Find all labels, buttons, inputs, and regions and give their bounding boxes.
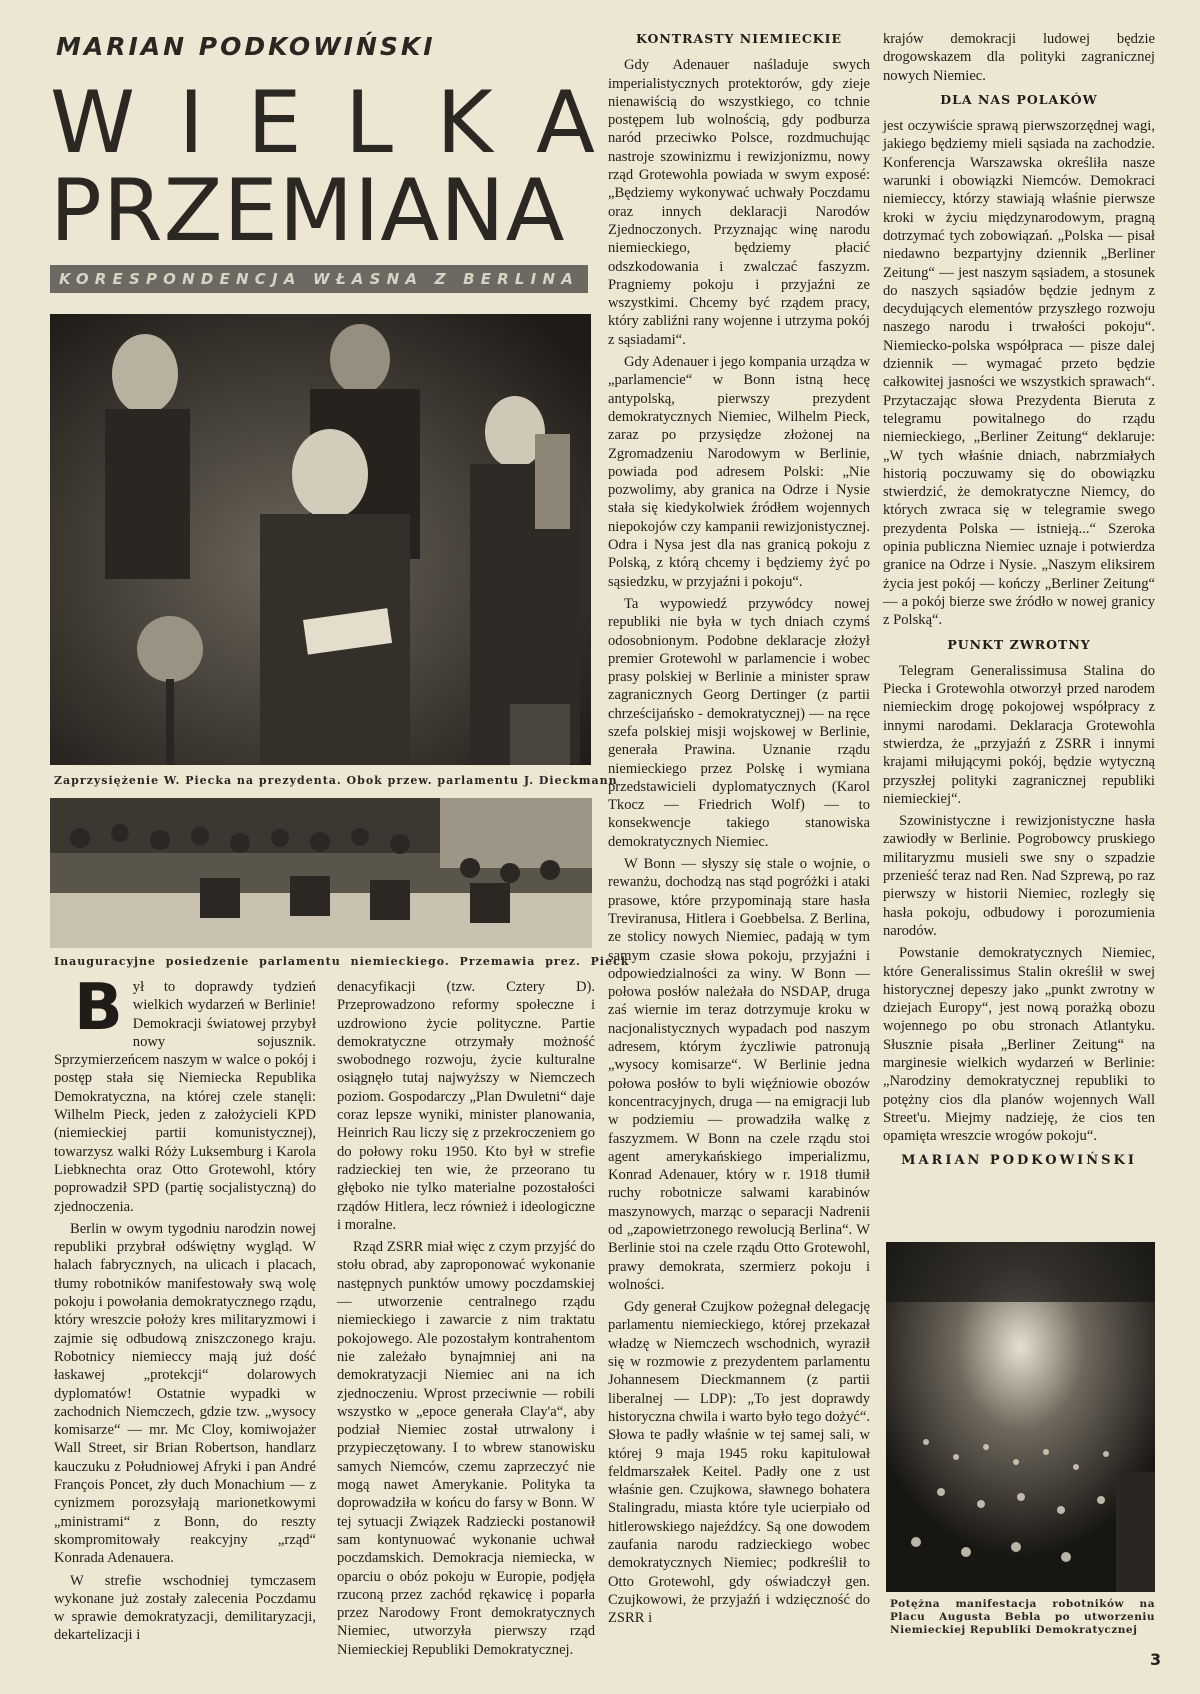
title-letter: A <box>536 73 595 173</box>
photo-parliament-session <box>50 798 592 948</box>
article-paragraph: W Bonn — słyszy się stale o wojnie, o rewanżu, dochodzą nas stąd pogróżki i ataki prasowe, które przypominają stare hasła Treviranusa, Hitlera i Goebbelsa. Z Berlina, ze stolicy nowych Niemiec, padają w tym samym czasie słowa pokoju, przyjaźni i odpowiedzialności za winy. W Bonn — połowa posłów należała do NSDAP, druga zaś wiernie im teraz dotrzymuje kroku w nacjonalistycznych wypadach pod naszym adresem, którym życzliwie patronują „wysocy komisarze“. W Berlinie jedna połowa posłów to byli więźniowie obozów koncentracyjnych, druga — na emigracji lub w podziemiu — prowadziła walkę z faszyzmem. W Bonn na czele rządu stoi agent amerykańskiego imperializmu, Konrad Adenauer, który w r. 1918 tłumił ruchy robotnicze salwami karabinów maszynowych, marząc o separacji Nadrenii od „zapowietrzonego rewolucją Berlina“. W Berlinie stoi na czele rządu Otto Grotewohl, prawy demokrata, szermierz pokoju i wolności. <box>608 856 870 1293</box>
article-paragraph: Telegram Generalissimusa Stalina do Piecka i Grotewohla otworzył przed narodem niemieckim drogę pokojowej współpracy z innymi narodami. Deklaracja Grotewohla stwierdza, że „przyjaźń z ZSRR i innymi krajami miłującymi pokój, będzie wytyczną przyszłej polityki zagranicznej republiki niemieckiej“. <box>883 662 1155 807</box>
article-paragraph <box>54 971 316 1216</box>
article-paragraph: W strefie wschodniej tymczasem wykonane już zostały zalecenia Poczdamu w sprawie demokratyzacji, demilitaryzacji, dekartelizacji i <box>54 1572 316 1644</box>
article-paragraph: Ta wypowiedź przywódcy nowej republiki nie była w tych dniach czymś odosobnionym. Podobne deklaracje złożył premier Grotewohl w parlamencie i wobec prasy polskiej w Berlinie a minister spraw zagranicznych Georg Dertinger (z partii chrześcijańsko - demokratycznej) — na ręce szefa polskiej misji wojskowej w Berlinie, generała Prawina. Uznanie rządu niemieckiego przez Polskę i wymiana przedstawicieli dyplomatycznych (Karol Tkocz — Friedrich Wolf) — to konsekwencje takiego stanowiska demokratycznych Niemiec. <box>608 595 870 850</box>
title-letter: I <box>178 73 204 173</box>
section-heading-dla-nas-polakow: DLA NAS POLAKÓW <box>940 91 1098 107</box>
article-column-4 <box>883 30 1155 1170</box>
article-paragraph: Powstanie demokratycznych Niemiec, które Generalissimus Stalin określił w swej historycznej depeszy jako „punkt zwrotny w dziejach Europy“, jest nową porażką obozu wojennego po obu stronach Atlantyku. Słusznie pisała „Berliner Zeitung“ na marginesie wielkich wydarzeń w Berlinie: „Narodziny demokratycznej republiki to potężny cios dla planów wojennych Wall Street'u. Miejmy nadzieję, że cios ten opamięta wreszcie wrogów pokoju“. <box>883 945 1155 1145</box>
subtitle-band: KORESPONDENCJA WŁASNA Z BERLINA <box>50 265 588 293</box>
page-number: 3 <box>1150 1650 1162 1669</box>
title-letter: K <box>436 73 493 173</box>
title-line-1 <box>50 73 595 173</box>
title-letter: E <box>247 73 302 173</box>
caption-photo-2: Inauguracyjne posiedzenie parlamentu niemieckiego. Przemawia prez. Pieck <box>54 955 630 968</box>
title-letter: W <box>50 73 136 173</box>
section-heading-kontrasty: KONTRASTY NIEMIECKIE <box>635 31 843 46</box>
article-column-1 <box>54 971 316 1649</box>
article-paragraph: Rząd ZSRR miał więc z czym przyjść do stołu obrad, aby zaproponować wykonanie następnych punktów umowy poczdamskiej — utworzenie centralnego rządu niemieckiego i zawarcie z nim traktatu pokojowego. Ale pozostałym kontrahentom nie zależało bynajmniej ani na demokratyzacji Niemiec ani na ich zjednoczeniu. Wprost przeciwnie — robili wszystko w „epoce generała Clay'a“, aby podział Niemiec został utrwalony i przypieczętowany. I to wbrew stanowisku samych Niemców, czemu zaprzeczyć nie mogą nawet Amerykanie. Polityka ta doprowadziła w końcu do farsy w Bonn. W tej sytuacji Związek Radziecki postanowił sam kontynuować wykonanie uchwał poczdamskich. Demokracja niemiecka, w oparciu o obóz pokoju w Europie, podjęła rzuconą przez zachód rękawicę i poparła przez Narodowy Front demokratycznych Niemiec, utworzyła pierwszy rząd Niemieckiej Republiki Demokratycznej. <box>337 1239 595 1658</box>
article-paragraph: Gdy Adenauer naśladuje swych imperialistycznych protektorów, gdy zieje nienawiścią do wszystkiego, co tchnie postępem lub wolnością, gdy podburza naród przeciwko Polsce, rozdmuchując nastroje szowinizmu i rewizjonizmu, nowy rząd Grotewohla powiada w swym exposé: „Będziemy wykonywać uchwały Poczdamu oraz innych deklaracji Narodów Zjednoczonych. Przyznając winę narodu niemieckiego, będziemy płacić odszkodowania i zwalczać faszyzm. Pragniemy pokoju i przyjaźni ze wszystkimi. Chcemy być rządem pracy, który zabliźni rany wojenne i utrzyma pokój z sąsiadami“. <box>608 57 870 348</box>
title-line-2: PRZEMIANA <box>50 161 566 261</box>
article-paragraph: Berlin w owym tygodniu narodzin nowej republiki przybrał odświętny wygląd. W halach fabrycznych, na ulicach i placach, tłumy robotników manifestowały swą wolę pokoju i powołania demokratycznego rządu, który wreszcie położy kres militaryzmowi i zajmie się odbudową zniszczonego kraju. Robotnicy niemieccy mają już dość łaskawej „protekcji“ dolarowych dyplomatów! Ostatnie wypadki w zachodnich Niemczech, gdzie tzw. „wysocy komisarze“ — mr. Mc Cloy, komiwojażer Wall Street, sir Brian Robertson, handlarz kauczuku z Południowej Afryki i pan André François Poncet, zły duch Monachium — z cynizmem porozsyłają marionetkowymi „ministrami“ z Bonn, do reszty skompromitowały reakcyjny „rząd“ Konrada Adenauera. <box>54 1220 316 1567</box>
article-column-3 <box>608 30 870 1632</box>
caption-photo-1: Zaprzysiężenie W. Piecka na prezydenta. Obok przew. parlamentu J. Dieckmann <box>54 774 618 787</box>
photo-manifestation <box>886 1242 1155 1592</box>
photo-parliament-image <box>50 798 592 948</box>
article-paragraph: Szowinistyczne i rewizjonistyczne hasła zawiodły w Berlinie. Pogrobowcy pruskiego militaryzmu musieli swe sny o szpadzie przenieść teraz nad Ren. Nad Szprewą, po raz pierwszy w historii Niemiec, rozległy się hasła pokoju, odbudowy i porozumienia narodów. <box>883 813 1155 939</box>
article-paragraph: jest oczywiście sprawą pierwszorzędnej wagi, jakiego będziemy mieli sąsiada na zachodzie. Konferencja Warszawska określiła nasze warunki i obowiązki Niemców. Demokraci niemieccy, którzy stawiają właśnie pierwsze kroki w życiu międzynarodowym, pragną dotrzymać tych zobowiązań. „Polska — pisał niedawno bezpartyjny dziennik „Berliner Zeitung“ — jest naszym sąsiadem, a stosunek do naszych sąsiadów będzie jednym z decydujących elementów przyszłego rozwoju naszego narodu i trwałości pokoju“. Niemiecko-polska współpraca — pisze dalej dziennik — wymagać przeto będzie całkowitej jasności we wszystkich sprawach“. Przytaczając słowa Prezydenta Bieruta z telegramu powitalnego do rządu niemieckiego, „Berliner Zeitung“ deklaruje: „W tych właśnie dniach, nabrzmiałych historią poczuwamy się do obowiązku stwierdzić, że demokratyczne Niemcy, do których zwraca się w telegramie swego prezydenta Polska — istnieją...“ Szeroka opinia publiczna Niemiec uznaje i potwierdza granice na Odrze i Nysie. „Naszym eliksirem życia jest pokój — kończy „Berliner Zeitung“ — a pokój bierze swe źródło w nowej granicy z Polską“. <box>883 118 1155 629</box>
drop-cap: B <box>74 971 123 1045</box>
caption-photo-3: Potężna manifestacja robotników na Placu Augusta Bebla po utworzeniu Niemieckiej Republiki Demokratycznej <box>890 1598 1155 1636</box>
photo-swearing-in-image <box>50 314 591 765</box>
title-letter: L <box>344 73 393 173</box>
article-paragraph: Gdy generał Czujkow pożegnał delegację parlamentu niemieckiego, której przekazał władzę w Niemczech wschodnich, wyraził się w rozmowie z prezydentem parlamentu Johannesem Dieckmannem (z partii liberalnej — LDP): „To jest doprawdy historyczna chwila i warto było tego dożyć“. Słowa te padły właśnie w tej samej sali, w której 9 maja 1945 roku kapitulował feldmarszałek Keitel. Padły one z ust właśnie gen. Czujkowa, sławnego bohatera Stalingradu, miasta które tyle ucierpiało od hitlerowskiego najeźdźcy. Są one dowodem zaufania narodu radzieckiego wobec demokratycznych Niemiec; podkreślił to Otto Grotewohl, gdy oświadczył gen. Czujkowowi, że przyjaźń i wdzięczność do ZSRR i <box>608 1299 870 1627</box>
author-byline-top: MARIAN PODKOWIŃSKI <box>56 32 436 61</box>
article-paragraph: denacyfikacji (tzw. Cztery D). Przeprowadzono reformy społeczne i uzdrowiono życie polityczne. Partie demokratyczne otrzymały możność swobodnego rozwoju, życie kulturalne osiągnęło tutaj najwyższy w Niemczech poziom. Gospodarczy „Plan Dwuletni“ daje coraz lepsze wyniki, minister planowania, Heinrich Rau liczy się z przekroczeniem go do połowy roku 1950. Kto był w strefie radzieckiej ten wie, że przeorano tu głęboko nie tylko materialne pozostałości rządów Hitlera, lecz również i ideologiczne i moralne. <box>337 979 595 1233</box>
photo-manifestation-image <box>886 1242 1155 1592</box>
author-signature: MARIAN PODKOWIŃSKI <box>901 1152 1137 1168</box>
photo-swearing-in <box>50 314 591 765</box>
article-paragraph: krajów demokracji ludowej będzie drogowskazem dla polityki zagranicznej nowych Niemiec. <box>883 31 1155 84</box>
paragraph-text: ył to doprawdy tydzień wielkich wydarzeń w Berlinie! Demokracji światowej przybył nowy sojusznik. Sprzymierzeńcem naszym w walce o pokój i postęp stała się Niemiecka Republika Demokratyczna, na której czele stanęli: Wilhelm Pieck, jeden z założycieli KPD (niemieckiej partii komunistycznej), towarzysz walki Róży Luksemburg i Karola Liebknechta oraz Otto Grotewohl, który poprowadził SPD (partię socjalistyczną) do zjednoczenia. <box>54 979 316 1215</box>
section-heading-punkt-zwrotny: PUNKT ZWROTNY <box>947 636 1091 652</box>
article-column-2 <box>337 978 595 1663</box>
article-paragraph: Gdy Adenauer i jego kompania urządza w „parlamencie“ w Bonn istną hecę antypolską, pierwszy prezydent demokratycznych Niemiec, Wilhelm Pieck, zaraz po przysiędze złożonej na Zgromadzeniu Narodowym w Berlinie, powiada pod adresem Polski: „Nie pozwolimy, aby granica na Odrze i Nysie stała się kiedykolwiek źródłem wojennych niepokojów czy kampanii rewizjonistycznej. Odra i Nysa jest dla nas granicą pokoju z Polską, z którą chcemy i będziemy żyć po sąsiedzku, w przyjaźni i pokoju“. <box>608 354 870 590</box>
